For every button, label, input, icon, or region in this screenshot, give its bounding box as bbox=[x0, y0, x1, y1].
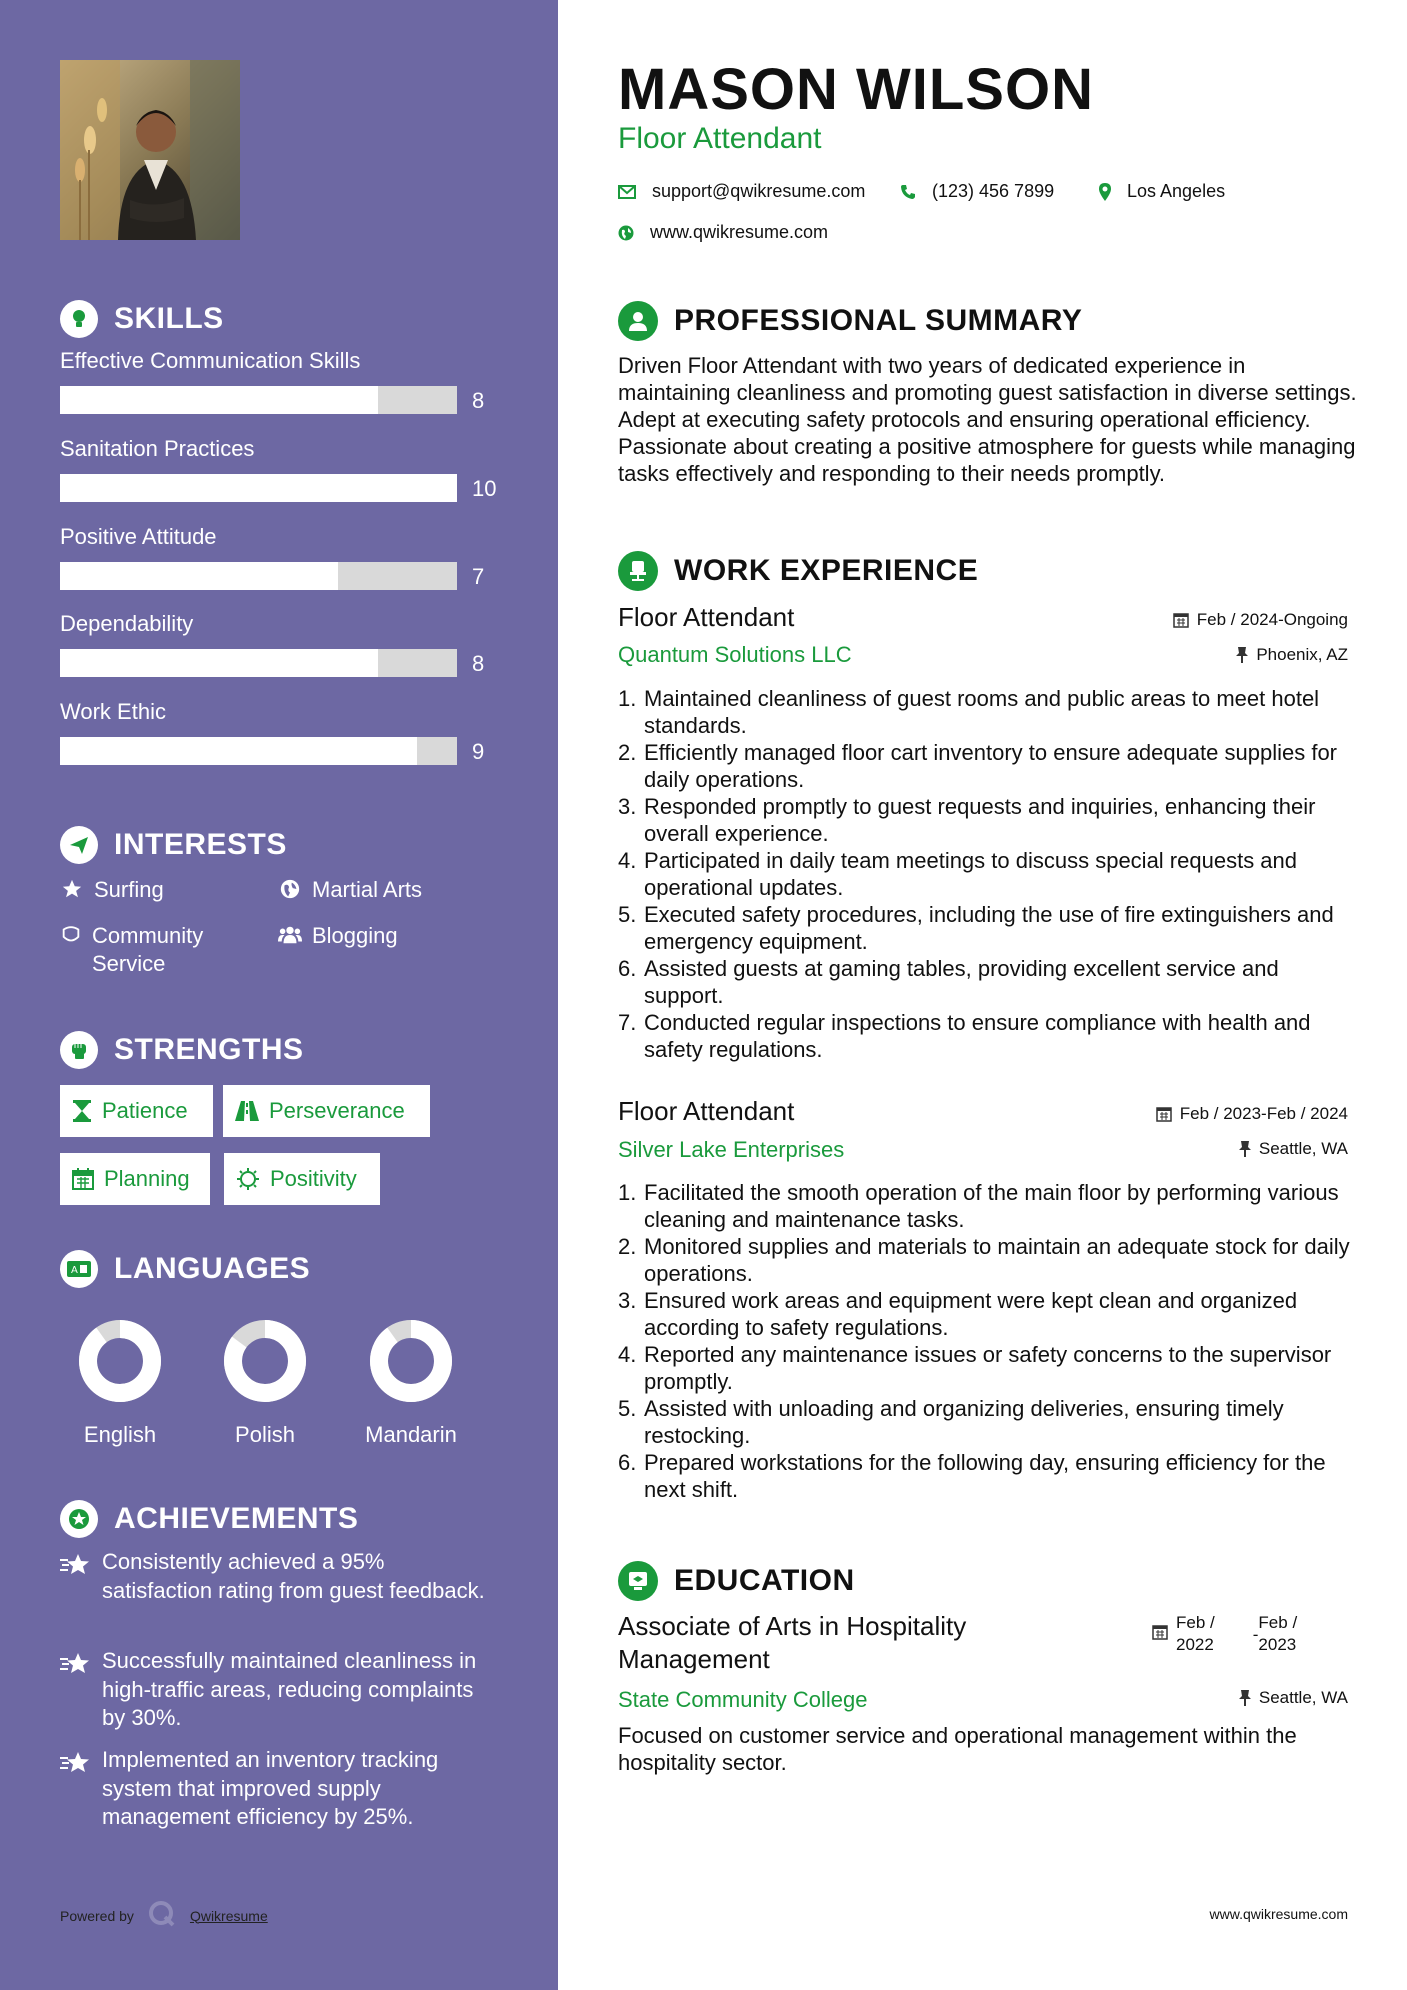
education-description: Focused on customer service and operational management within the hospitality sector. bbox=[618, 1723, 1297, 1775]
skill-bar-fill bbox=[60, 649, 378, 677]
skill-bar bbox=[60, 737, 457, 765]
skill-name: Dependability bbox=[60, 611, 194, 636]
lightbulb-icon bbox=[60, 300, 98, 338]
svg-text:A: A bbox=[71, 1265, 78, 1276]
experience-heading: WORK EXPERIENCE bbox=[618, 551, 978, 591]
interests-heading: INTERESTS bbox=[60, 826, 287, 864]
fist-icon bbox=[60, 1031, 98, 1069]
skill-name: Positive Attitude bbox=[60, 524, 217, 549]
pushpin-icon bbox=[1239, 1141, 1251, 1157]
skill-bar bbox=[60, 562, 457, 590]
school-location: Seattle, WA bbox=[1239, 1688, 1348, 1708]
footer-website[interactable]: www.qwikresume.com bbox=[1209, 1906, 1348, 1922]
language-name: English bbox=[83, 1422, 157, 1447]
company-name: Quantum Solutions LLC bbox=[618, 642, 852, 667]
globe-icon bbox=[278, 876, 302, 900]
skill-bar bbox=[60, 386, 457, 414]
contact-location: Los Angeles bbox=[1099, 181, 1225, 202]
contact-email[interactable]: support@qwikresume.com bbox=[618, 181, 865, 202]
strengths-heading: STRENGTHS bbox=[60, 1031, 304, 1069]
job-title: Floor Attendant bbox=[618, 1096, 795, 1126]
strength-item: Positivity bbox=[224, 1153, 380, 1205]
graduation-cap-icon bbox=[618, 1561, 658, 1601]
qwikresume-link[interactable]: Qwikresume bbox=[189, 1907, 268, 1924]
strength-item: Perseverance bbox=[223, 1085, 430, 1137]
sun-icon bbox=[236, 1167, 260, 1191]
calendar-icon bbox=[72, 1168, 94, 1190]
degree-title: Associate of Arts in Hospitality Management bbox=[618, 1611, 967, 1674]
candidate-name: MASON WILSON bbox=[618, 57, 1094, 122]
phone-icon bbox=[900, 184, 916, 200]
company-name: Silver Lake Enterprises bbox=[618, 1137, 845, 1162]
language-ring bbox=[75, 1316, 165, 1406]
summary-heading: PROFESSIONAL SUMMARY bbox=[618, 301, 1082, 341]
interest-item: Martial Arts bbox=[278, 876, 422, 904]
chair-icon bbox=[618, 551, 658, 591]
interest-item: Blogging bbox=[278, 922, 398, 950]
skill-name: Sanitation Practices bbox=[60, 436, 255, 461]
qwikresume-logo-icon bbox=[148, 1900, 176, 1931]
badge-icon bbox=[60, 922, 82, 946]
skill-bar bbox=[60, 474, 457, 502]
duty-item: 5. Assisted with unloading and organizing deliveries, ensuring timely restocking. bbox=[618, 1396, 1284, 1448]
school-name: State Community College bbox=[618, 1687, 868, 1712]
skill-name: Effective Communication Skills bbox=[60, 348, 361, 373]
envelope-icon bbox=[618, 185, 636, 199]
achievement-item: Implemented an inventory tracking system that improved supply management efficiency by 25%. bbox=[60, 1746, 500, 1832]
skill-level: 8 bbox=[472, 388, 485, 413]
star-badge-icon bbox=[60, 1500, 98, 1538]
star-icon bbox=[60, 876, 84, 900]
duty-item: 7. Conducted regular inspections to ensure compliance with health and safety regulations. bbox=[618, 1010, 1311, 1062]
languages-heading: A LANGUAGES bbox=[60, 1250, 310, 1288]
job-dates: Feb / 2024-Ongoing bbox=[1173, 610, 1348, 630]
duty-item: 6. Prepared workstations for the following day, ensuring efficiency for the next shift. bbox=[618, 1450, 1326, 1502]
shooting-star-icon bbox=[60, 1746, 92, 1832]
profile-photo bbox=[60, 60, 240, 240]
main-content bbox=[558, 0, 1407, 1990]
calendar-icon bbox=[1152, 1612, 1168, 1656]
duty-item: 6. Assisted guests at gaming tables, providing excellent service and support. bbox=[618, 956, 1279, 1008]
contact-website[interactable]: www.qwikresume.com bbox=[618, 222, 828, 243]
road-icon bbox=[235, 1101, 259, 1121]
powered-by: Powered by Qwikresume bbox=[60, 1900, 268, 1931]
skill-level: 9 bbox=[472, 739, 485, 764]
duty-item: 2. Monitored supplies and materials to maintain an adequate stock for daily operations. bbox=[618, 1234, 1350, 1286]
date-separator: - bbox=[1252, 1625, 1259, 1644]
candidate-role: Floor Attendant bbox=[618, 122, 822, 155]
achievement-item: Successfully maintained cleanliness in high-traffic areas, reducing complaints by 30%. bbox=[60, 1647, 500, 1733]
job-dates: Feb / 2023-Feb / 2024 bbox=[1156, 1104, 1348, 1124]
skill-bar bbox=[60, 649, 457, 677]
education-start: Feb / 2022 bbox=[1176, 1613, 1215, 1654]
achievements-heading: ACHIEVEMENTS bbox=[60, 1500, 358, 1538]
skill-level: 8 bbox=[472, 651, 485, 676]
duty-item: 4. Reported any maintenance issues or safety concerns to the supervisor promptly. bbox=[618, 1342, 1332, 1394]
language-ring bbox=[220, 1316, 310, 1406]
language-name: Polish bbox=[235, 1422, 295, 1447]
duty-item: 5. Executed safety procedures, including the use of fire extinguishers and emergency equipment. bbox=[618, 902, 1334, 954]
hourglass-icon bbox=[72, 1100, 92, 1122]
pushpin-icon bbox=[1239, 1690, 1251, 1706]
skill-bar-fill bbox=[60, 737, 417, 765]
skill-item bbox=[60, 348, 500, 413]
language-icon bbox=[60, 1250, 98, 1288]
strength-item: Planning bbox=[60, 1153, 210, 1205]
duty-item: 1. Facilitated the smooth operation of the main floor by performing various cleaning and maintenance tasks. bbox=[618, 1180, 1339, 1232]
language-item bbox=[346, 1316, 476, 1448]
duty-item: 3. Ensured work areas and equipment were kept clean and organized according to safety regulations. bbox=[618, 1288, 1298, 1340]
language-item bbox=[55, 1316, 185, 1448]
strength-item: Patience bbox=[60, 1085, 213, 1137]
job-location: Seattle, WA bbox=[1239, 1139, 1348, 1159]
language-item bbox=[200, 1316, 330, 1448]
map-pin-icon bbox=[1099, 183, 1111, 201]
skill-item bbox=[60, 524, 500, 589]
skill-item bbox=[60, 611, 500, 676]
language-name: Mandarin bbox=[365, 1422, 457, 1447]
duty-item: 4. Participated in daily team meetings to discuss special requests and operational updates. bbox=[618, 848, 1298, 900]
duty-item: 3. Responded promptly to guest requests and inquiries, enhancing their overall experience. bbox=[618, 794, 1316, 846]
skill-bar-fill bbox=[60, 562, 338, 590]
duty-item: 2. Efficiently managed floor cart inventory to ensure adequate supplies for daily operations. bbox=[618, 740, 1337, 792]
pushpin-icon bbox=[1236, 647, 1248, 663]
skill-item bbox=[60, 436, 500, 501]
job-duties bbox=[618, 1179, 1360, 1503]
contact-phone[interactable]: (123) 456 7899 bbox=[900, 181, 1054, 202]
job-location: Phoenix, AZ bbox=[1236, 645, 1348, 665]
language-ring bbox=[366, 1316, 456, 1406]
education-heading: EDUCATION bbox=[618, 1561, 855, 1601]
interest-item: Community Service bbox=[60, 922, 260, 978]
achievement-item: Consistently achieved a 95% satisfaction rating from guest feedback. bbox=[60, 1548, 500, 1605]
interest-item: Surfing bbox=[60, 876, 164, 904]
job-duties bbox=[618, 685, 1360, 1063]
job-title: Floor Attendant bbox=[618, 602, 795, 632]
globe-icon bbox=[618, 225, 634, 241]
shooting-star-icon bbox=[60, 1647, 92, 1733]
skill-level: 10 bbox=[472, 476, 497, 501]
users-icon bbox=[278, 922, 302, 946]
shooting-star-icon bbox=[60, 1548, 92, 1605]
calendar-icon bbox=[1173, 612, 1189, 628]
user-icon bbox=[618, 301, 658, 341]
skills-heading: SKILLS bbox=[60, 300, 224, 338]
calendar-icon bbox=[1156, 1106, 1172, 1122]
paper-plane-icon bbox=[60, 826, 98, 864]
summary-text: Driven Floor Attendant with two years of dedicated experience in maintaining cleanliness and promoting guest satisfaction in diverse settings. Adept at executing safety protocols and ensuring operational efficiency. Passionate about creating a positive atmosphere for guests while managing tasks effectively and responding to their needs promptly. bbox=[618, 353, 1357, 486]
sidebar bbox=[0, 0, 558, 1990]
skill-item bbox=[60, 699, 500, 764]
education-dates bbox=[1152, 1612, 1297, 1656]
skill-name: Work Ethic bbox=[60, 699, 166, 724]
skill-bar-fill bbox=[60, 386, 378, 414]
duty-item: 1. Maintained cleanliness of guest rooms and public areas to meet hotel standards. bbox=[618, 686, 1320, 738]
skill-bar-fill bbox=[60, 474, 457, 502]
skill-level: 7 bbox=[472, 564, 485, 589]
education-end: Feb / 2023 bbox=[1258, 1613, 1298, 1654]
